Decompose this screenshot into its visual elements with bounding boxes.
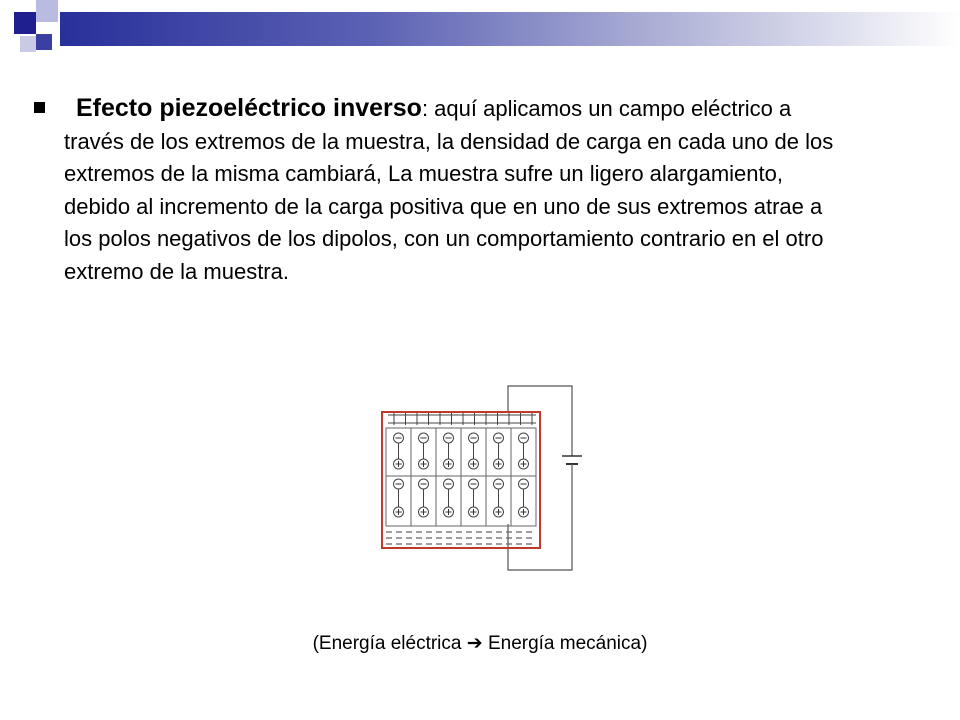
dipole-icon [419, 433, 429, 469]
battery-icon [562, 456, 582, 470]
dipole-icon [469, 433, 479, 469]
header-gradient-bar [60, 12, 960, 46]
bullet-term: Efecto piezoeléctrico inverso [76, 94, 422, 122]
negative-charges-bottom [386, 532, 536, 544]
header-square-lavender [36, 0, 58, 22]
dipole-icon [419, 479, 429, 517]
header-square-lavender-small [20, 36, 36, 52]
dipole-icon [519, 479, 529, 517]
figure-caption [0, 632, 960, 655]
dipole-icon [444, 433, 454, 469]
dipole-icon [394, 479, 404, 517]
caption-right: Energía mecánica) [482, 633, 648, 654]
caption-left: (Energía eléctrica [312, 633, 467, 654]
dipole-icon [494, 433, 504, 469]
bullet-item [34, 92, 834, 288]
arrow-right-icon: ➔ [466, 633, 483, 654]
piezo-sample-diagram [376, 384, 586, 580]
square-bullet-icon [34, 102, 45, 113]
bullet-description: : aquí aplicamos un campo eléctrico a través de los extremos de la muestra, la densidad de carga en cada uno de los extremos de la misma cambiará, La muestra sufre un ligero alargamiento, debido al incremento de la carga positiva que en uno de sus extremos atrae a los polos negativos de los dipolos, con un comportamiento contrario en el otro extremo de la muestra. [64, 96, 834, 284]
dipole-icon [394, 433, 404, 469]
dipole-icon [469, 479, 479, 517]
header-square-navy-small [36, 34, 52, 50]
bullet-text [64, 92, 834, 288]
header-square-navy-large [14, 12, 36, 34]
dipole-icon [444, 479, 454, 517]
positive-charges-top [388, 415, 536, 423]
dipole-icon [494, 479, 504, 517]
dipole-icon [519, 433, 529, 469]
